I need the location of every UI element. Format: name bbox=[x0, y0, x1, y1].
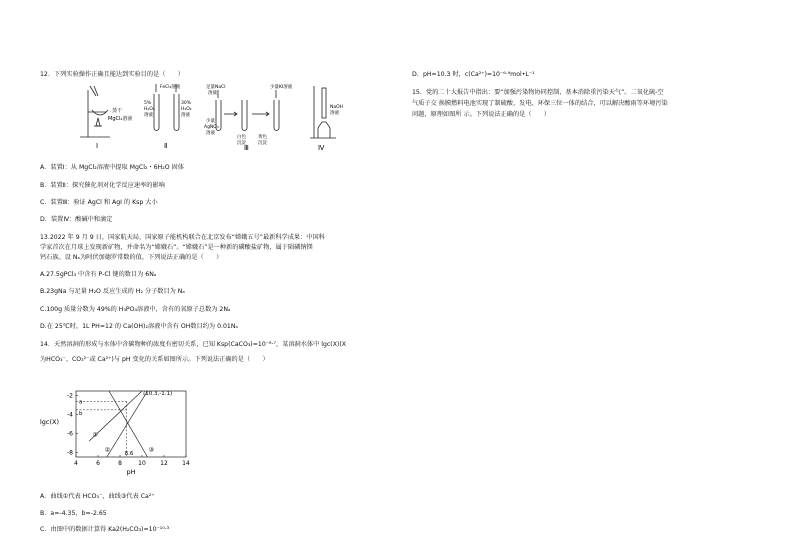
yellow-ppt-label-2: 沉淀 bbox=[258, 141, 267, 146]
q12-option-a: A．装置Ⅰ：从 MgCl₂溶液中提取 MgCl₂・6H₂O 固体 bbox=[40, 164, 184, 171]
y-tick-label: -2 bbox=[67, 392, 73, 400]
x-tick-label: 12 bbox=[160, 460, 168, 467]
y-tick-label: -6 bbox=[67, 430, 73, 438]
q13-option-d: D.在 25℃时，1L PH=12 的 Ca(OH)₂溶液中含有 OH数目约为 0.01Nₐ bbox=[40, 323, 238, 330]
ki-label: 少量KI溶液 bbox=[270, 85, 293, 90]
annotation-curve-2: ② bbox=[104, 446, 110, 454]
mgcl2-label: 蒸干 bbox=[112, 108, 123, 114]
y-tick-label: -8 bbox=[67, 449, 73, 457]
annotation-a: a bbox=[79, 399, 83, 406]
q12-stem: 12．下列实验操作正确且能达到实验目的是（ ） bbox=[40, 71, 184, 78]
q12-option-d: D．装置Ⅳ：酸碱中和滴定 bbox=[40, 216, 113, 223]
q14-option-c: C．由图中的数据计算得 Ka2(H₂CO₃)=10⁻¹⁰·³ bbox=[40, 526, 170, 533]
agno3-label-3: 溶液 bbox=[206, 131, 215, 136]
q12-option-b: B．装置Ⅱ：探究催化剂对化学反应速率的影响 bbox=[40, 182, 165, 189]
mgcl2-label-2: MgCl₂溶液 bbox=[108, 116, 133, 122]
y-tick-label: -4 bbox=[67, 411, 73, 419]
naoh-label: NaOH bbox=[330, 105, 344, 110]
annotation-curve-3: ③ bbox=[148, 446, 154, 454]
h2o2-30-label-3: 溶液 bbox=[181, 113, 190, 118]
x-tick-label: 10 bbox=[138, 460, 146, 467]
white-ppt-label-2: 沉淀 bbox=[237, 141, 246, 146]
q12-option-c: C．装置Ⅲ：验证 AgCl 和 AgI 的 Ksp 大小 bbox=[40, 199, 158, 206]
q13-stem-line-1: 13.2022 年 9 月 9 日，国家航天局、国家原子能机构联合在北京发布“嫦娥五号”最新科学成果：中国科 bbox=[40, 234, 325, 241]
label-roman-4: Ⅳ bbox=[318, 144, 325, 152]
yellow-ppt-label: 黄色 bbox=[258, 135, 267, 140]
q15-line-1: 15．党的二十大报告中指出：要“加强污染物协同控制，基本消除重污染天气”。二氧化硫-空 bbox=[412, 89, 664, 96]
annotation-b: b bbox=[79, 410, 83, 417]
q13-stem-line-3: 钙石族。设 Nₐ为阿伏加德罗常数的值，下列说法正确的是（ ） bbox=[40, 254, 223, 261]
nacl-label-2: 溶液 bbox=[208, 91, 217, 96]
h2o2-5-label: 5% bbox=[144, 101, 152, 106]
white-ppt-label: 白色 bbox=[237, 135, 246, 140]
device-2 bbox=[154, 84, 179, 131]
fecl3-label: FeCl₃溶液 bbox=[160, 85, 181, 90]
q14-option-d: D．pH=10.3 时，c(Ca²⁺)=10⁻⁶·⁹mol•L⁻¹ bbox=[412, 71, 535, 78]
agno3-label: 少量 bbox=[206, 119, 215, 124]
annotation-curve-1: ① bbox=[92, 431, 98, 439]
x-tick-label: 4 bbox=[74, 460, 78, 467]
naoh-label-2: 溶液 bbox=[330, 111, 339, 116]
x-tick-label: 6 bbox=[96, 460, 100, 467]
plot-frame bbox=[76, 391, 186, 457]
q15-line-3: 问题，原理如图所 示。下列说法正确的是（ ） bbox=[412, 111, 551, 118]
y-axis-label: lgc(X) bbox=[40, 418, 60, 426]
h2o2-5-label-2: H₂O₂ bbox=[144, 107, 155, 112]
x-tick-label: 14 bbox=[182, 460, 190, 467]
x-axis-label: pH bbox=[126, 468, 136, 476]
q14-stem-line-1: 14．天然溶洞的形成与水体中含碳物种的浓度有密切关系，已知 Ksp(CaCO₃)=10⁻⁸·⁷，某溶洞水体中 lgc(X)(X bbox=[40, 341, 347, 348]
q15-line-2: 气质子交 换膜燃料电池实现了制硫酸、发电、环保三位一体的结合，可以解决酸雨等环境污染 bbox=[412, 100, 668, 107]
agno3-label-2: AgNO₃ bbox=[204, 125, 219, 130]
device-1 bbox=[80, 86, 110, 137]
q13-stem-line-2: 学家首次在月球上发现新矿物，并命名为“嫦娥石”。“嫦娥石”是一种新的磷酸盐矿物，属于陨磷钠镁 bbox=[40, 244, 313, 251]
label-roman-3: Ⅲ bbox=[244, 144, 249, 152]
q14-option-b: B．a=-4.35，b=-2.65 bbox=[40, 510, 107, 517]
nacl-label: 足量NaCl bbox=[206, 85, 226, 90]
annotation-86: 8.6 bbox=[124, 451, 134, 457]
h2o2-30-label-2: H₂O₂ bbox=[181, 107, 192, 112]
q14-stem-line-2: 为HCO₃⁻、CO₃²⁻或 Ca²⁺)与 pH 变化的关系如图所示。下列说法正确的是（ ） bbox=[40, 356, 269, 363]
q12-apparatus-figure bbox=[74, 82, 374, 152]
q13-option-a: A.27.5gPCl₃ 中含有 P-Cl 键的数目为 6Nₐ bbox=[40, 271, 157, 278]
label-roman-2: Ⅱ bbox=[164, 142, 168, 150]
q13-option-b: B.23gNa 与足量 H₂O 反应生成的 H₂ 分子数目为 Nₐ bbox=[40, 288, 185, 295]
annotation-point: (10.3,-1.1) bbox=[143, 391, 173, 397]
device-3 bbox=[216, 90, 279, 131]
label-roman-1: Ⅰ bbox=[96, 142, 99, 150]
x-tick-label: 8 bbox=[118, 460, 122, 467]
q13-option-c: C.100g 质量分数为 49%的 H₃PO₄溶液中，含有的氧原子总数为 2Nₐ bbox=[40, 306, 231, 313]
lgc-ph-chart bbox=[40, 385, 190, 485]
h2o2-30-label: 30% bbox=[181, 101, 192, 106]
q14-option-a: A．曲线①代表 HCO₃⁻，曲线③代表 Ca²⁺ bbox=[40, 493, 155, 500]
h2o2-5-label-3: 溶液 bbox=[144, 113, 153, 118]
